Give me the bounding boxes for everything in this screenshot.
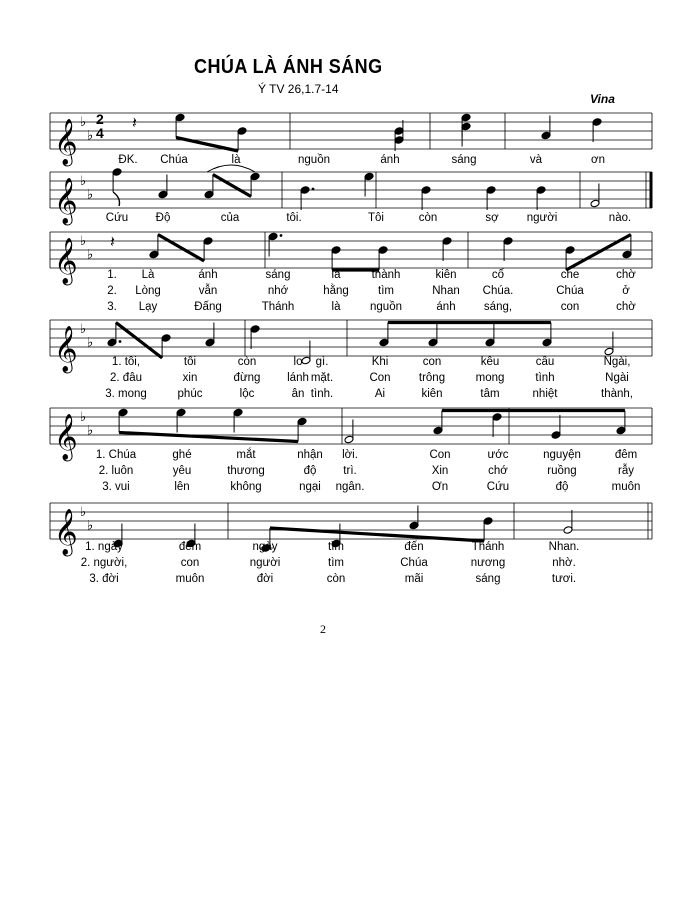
flat-icon: ♭ xyxy=(80,234,87,249)
beam xyxy=(119,433,298,442)
lyric-syllable: Ai xyxy=(374,388,386,400)
lyric-syllable: Chúa xyxy=(160,154,188,166)
lyric-syllable: Độ xyxy=(155,212,171,224)
lyric-syllable: còn xyxy=(418,212,438,224)
lyric-syllable: mắt xyxy=(236,449,256,461)
lyric-syllable: 3. vui xyxy=(102,481,130,493)
lyric-syllable: nguồn xyxy=(370,301,402,313)
lyric-syllable: ngày xyxy=(252,541,278,553)
lyric-syllable: mong xyxy=(475,372,505,384)
lyric-syllable: nương xyxy=(470,557,506,569)
lyric-syllable: ngại xyxy=(299,481,321,493)
lyric-syllable: trì. xyxy=(343,465,357,477)
lyric-syllable: tình. xyxy=(310,388,334,400)
lyric-syllable: lời. xyxy=(342,449,358,461)
lyric-syllable: sáng xyxy=(451,154,477,166)
lyric-syllable: Chúa xyxy=(400,557,428,569)
lyric-syllable: Nhan xyxy=(432,285,460,297)
lyric-syllable: tìm xyxy=(378,285,394,297)
lyric-syllable: ân xyxy=(291,388,305,400)
song-subtitle: Ý TV 26,1.7-14 xyxy=(258,82,339,96)
lyric-syllable: 1. tôi, xyxy=(111,356,141,368)
composer-name: Vina xyxy=(590,92,615,106)
lyric-syllable: người xyxy=(249,557,281,569)
lyric-syllable: 3. mong xyxy=(105,388,147,400)
lyric-syllable: Xin xyxy=(431,465,449,477)
beam xyxy=(158,235,204,262)
time-signature-top: 2 xyxy=(96,111,104,127)
lyric-syllable: nào. xyxy=(608,212,632,224)
lyric-syllable: 2. người, xyxy=(80,557,128,569)
time-signature-bottom: 4 xyxy=(96,125,104,141)
lyric-syllable: Thánh xyxy=(261,301,295,313)
lyric-syllable: mãi xyxy=(404,573,424,585)
lyric-syllable: đừng xyxy=(233,372,261,384)
page-number: 2 xyxy=(320,622,326,636)
staff-system xyxy=(50,165,652,226)
lyric-syllable: Con xyxy=(429,449,451,461)
lyric-syllable: Ngài, xyxy=(603,356,631,368)
lyric-syllable: hằng xyxy=(323,285,349,297)
lyric-syllable: nhận xyxy=(297,449,323,461)
lyric-syllable: chớ xyxy=(488,465,508,477)
lyric-syllable: còn xyxy=(237,356,257,368)
lyric-syllable: đêm xyxy=(614,449,638,461)
lyric-syllable: 3. đời xyxy=(89,573,119,585)
lyric-syllable: tươi. xyxy=(551,573,577,585)
lyric-syllable: tôi xyxy=(183,356,197,368)
lyric-syllable: nguồn xyxy=(298,154,330,166)
lyric-syllable: 1. xyxy=(107,269,117,281)
flat-icon: ♭ xyxy=(87,187,94,203)
treble-clef-icon: 𝄞 xyxy=(54,238,78,284)
beam xyxy=(116,323,162,359)
lyric-syllable: sáng xyxy=(265,269,291,281)
lyric-syllable: vẫn xyxy=(198,285,218,297)
lyric-syllable: thành, xyxy=(601,388,633,400)
flat-icon: ♭ xyxy=(80,410,87,425)
lyric-syllable: tâm xyxy=(480,388,500,400)
lyric-syllable: 2. đâu xyxy=(110,372,142,384)
flat-icon: ♭ xyxy=(80,322,87,337)
lyric-syllable: của xyxy=(220,212,240,224)
treble-clef-icon: 𝄞 xyxy=(54,119,78,165)
lyric-syllable: 3. xyxy=(107,301,117,313)
lyric-syllable: con xyxy=(180,557,200,569)
lyric-syllable: Chúa. xyxy=(482,285,514,297)
lyric-syllable: tình xyxy=(535,372,555,384)
lyric-syllable: lo xyxy=(293,356,303,368)
lyric-syllable: 2. luôn xyxy=(98,465,134,477)
lyric-syllable: ánh xyxy=(380,154,400,166)
lyric-syllable: người xyxy=(526,212,558,224)
lyric-syllable: ở xyxy=(622,285,630,297)
lyric-syllable: gì. xyxy=(315,356,329,368)
lyric-syllable: lên xyxy=(174,481,190,493)
dot xyxy=(280,234,283,237)
lyric-syllable: đêm xyxy=(178,541,202,553)
lyric-syllable: thương xyxy=(227,465,265,477)
lyric-syllable: mặt. xyxy=(310,372,334,384)
lyric-syllable: 1. Chúa xyxy=(95,449,137,461)
lyric-syllable: cố xyxy=(491,269,505,281)
lyric-syllable: ánh xyxy=(198,269,218,281)
lyric-syllable: là xyxy=(331,269,341,281)
lyric-syllable: Ngài xyxy=(605,372,629,384)
treble-clef-icon: 𝄞 xyxy=(54,509,78,555)
treble-clef-icon: 𝄞 xyxy=(54,178,78,224)
lyric-syllable: tôi. xyxy=(286,212,302,224)
lyric-syllable: lộc xyxy=(239,388,255,400)
lyric-syllable: Lòng xyxy=(135,285,161,297)
lyric-syllable: nhớ xyxy=(267,285,289,297)
staff-system xyxy=(50,320,652,374)
lyric-syllable: kiên xyxy=(435,269,457,281)
lyric-syllable: Cứu xyxy=(105,212,129,224)
lyric-syllable: chờ xyxy=(616,301,636,313)
song-title: CHÚA LÀ ÁNH SÁNG xyxy=(194,56,383,78)
lyric-syllable: nhiệt xyxy=(532,388,558,400)
flat-icon: ♭ xyxy=(87,518,94,534)
lyric-syllable: sáng xyxy=(475,573,501,585)
flat-icon: ♭ xyxy=(87,128,94,144)
lyric-syllable: Ơn xyxy=(431,481,449,493)
lyric-syllable: ánh xyxy=(436,301,456,313)
slur xyxy=(207,165,255,172)
lyric-syllable: nguyện xyxy=(543,449,581,461)
flat-icon: ♭ xyxy=(80,174,87,189)
lyric-syllable: độ xyxy=(303,465,317,477)
lyric-syllable: chờ xyxy=(616,269,636,281)
lyric-syllable: và xyxy=(529,154,543,166)
lyric-syllable: ước xyxy=(487,449,509,461)
lyric-syllable: kêu xyxy=(480,356,500,368)
staff-system xyxy=(50,111,652,167)
lyric-syllable: lánh xyxy=(287,372,309,384)
lyric-syllable: ngân. xyxy=(335,481,365,493)
lyric-syllable: che xyxy=(560,269,580,281)
lyric-syllable: rẫy xyxy=(618,465,634,477)
flat-icon: ♭ xyxy=(87,247,94,263)
lyric-syllable: là xyxy=(331,301,341,313)
lyric-syllable: còn xyxy=(326,573,346,585)
beam xyxy=(566,235,631,271)
lyric-syllable: Nhan. xyxy=(548,541,580,553)
lyric-syllable: trông xyxy=(418,372,446,384)
flat-icon: ♭ xyxy=(87,335,94,351)
lyric-syllable: Tôi xyxy=(368,212,384,224)
quarter-rest-icon: 𝄽 xyxy=(132,113,137,132)
dot xyxy=(312,188,315,191)
lyric-syllable: ruồng xyxy=(547,465,577,477)
lyric-syllable: ĐK. xyxy=(118,154,138,166)
quarter-rest-icon: 𝄽 xyxy=(110,232,115,251)
lyric-syllable: kiên xyxy=(421,388,443,400)
lyric-syllable: Lạy xyxy=(138,301,158,313)
lyric-syllable: đến xyxy=(404,541,424,553)
lyric-syllable: độ xyxy=(555,481,569,493)
lyric-syllable: tìm xyxy=(328,557,344,569)
lyric-syllable: muôn xyxy=(611,481,641,493)
lyric-syllable: cầu xyxy=(535,356,555,368)
lyric-syllable: con xyxy=(422,356,442,368)
lyric-syllable: yêu xyxy=(172,465,192,477)
lyric-syllable: tìm xyxy=(328,541,344,553)
lyric-syllable: 1. ngày xyxy=(85,541,123,553)
dot xyxy=(119,340,122,343)
lyric-syllable: 2. xyxy=(107,285,117,297)
lyric-syllable: nhờ. xyxy=(552,557,576,569)
lyric-syllable: đời xyxy=(256,573,274,585)
lyric-syllable: thành xyxy=(371,269,401,281)
lyric-syllable: Đấng xyxy=(194,301,222,313)
lyric-syllable: sáng, xyxy=(483,301,513,313)
lyric-syllable: là xyxy=(231,154,241,166)
flat-icon: ♭ xyxy=(80,115,87,130)
lyric-syllable: Chúa xyxy=(556,285,584,297)
lyric-syllable: Khi xyxy=(371,356,389,368)
treble-clef-icon: 𝄞 xyxy=(54,326,78,372)
lyric-syllable: con xyxy=(560,301,580,313)
lyric-syllable: Con xyxy=(369,372,391,384)
lyric-syllable: không xyxy=(230,481,262,493)
flat-icon: ♭ xyxy=(80,505,87,520)
lyric-syllable: Thánh xyxy=(471,541,505,553)
lyric-syllable: Cứu xyxy=(486,481,510,493)
beam xyxy=(213,175,251,197)
treble-clef-icon: 𝄞 xyxy=(54,414,78,460)
lyric-syllable: sợ xyxy=(485,212,499,224)
lyric-syllable: Là xyxy=(141,269,155,281)
lyric-syllable: ơn xyxy=(591,154,605,166)
lyric-syllable: xin xyxy=(182,372,198,384)
lyric-syllable: phúc xyxy=(177,388,203,400)
flat-icon: ♭ xyxy=(87,423,94,439)
lyric-syllable: muôn xyxy=(175,573,205,585)
lyric-syllable: ghé xyxy=(172,449,192,461)
